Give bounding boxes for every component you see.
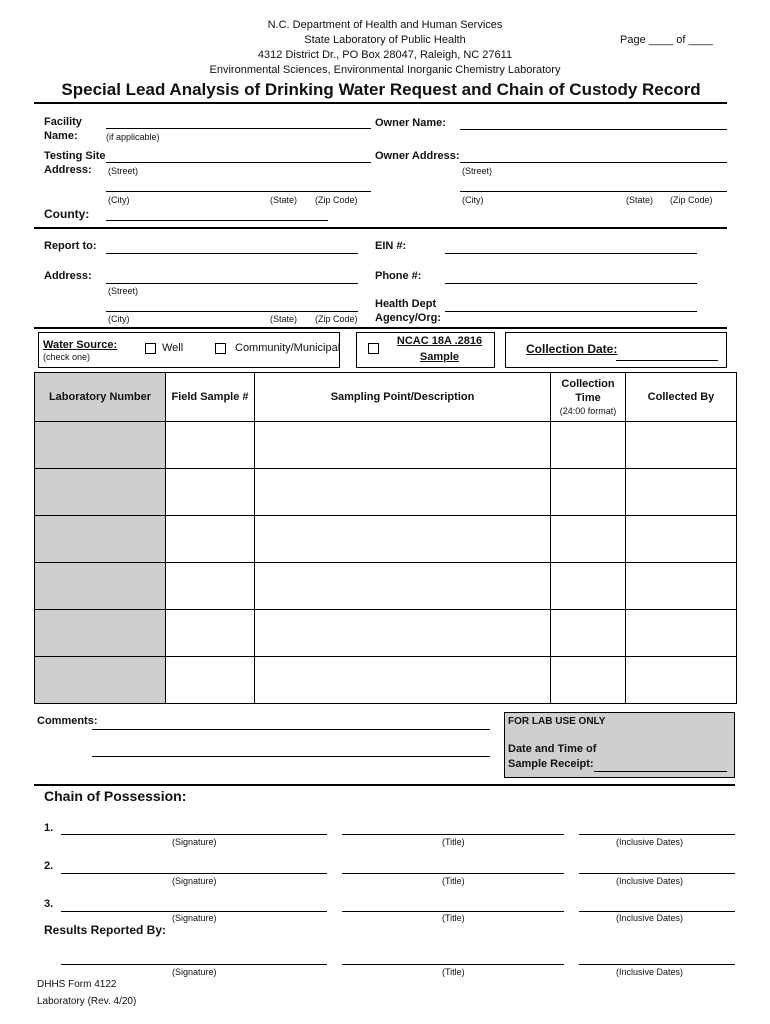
table-row [35,422,737,469]
collection-time-line2: Time [575,392,601,404]
dates-field-2[interactable] [579,873,735,874]
collected-by-cell[interactable] [626,610,737,657]
report-city-field[interactable] [106,311,358,312]
sampling-point-cell[interactable] [255,610,551,657]
sampling-point-cell[interactable] [255,422,551,469]
lab-number-cell [35,657,166,704]
receipt-label-1: Date and Time of [508,743,597,755]
table-row [35,657,737,704]
report-to-label: Report to: [44,240,97,252]
report-city-caption: (City) [108,314,130,324]
field-sample-cell[interactable] [166,469,255,516]
receipt-label-2: Sample Receipt: [508,758,594,770]
receipt-field[interactable] [594,771,727,772]
owner-city-field[interactable] [460,191,727,192]
collection-date-label: Collection Date: [526,342,618,356]
results-title-caption: (Title) [442,967,465,977]
lab-number-cell [35,469,166,516]
dates-caption-2: (Inclusive Dates) [616,876,684,886]
owner-city-caption: (City) [462,195,484,205]
form-number: DHHS Form 4122 [37,979,117,990]
facility-label: Facility [44,116,82,128]
table-row [35,610,737,657]
facility-name-label: Name: [44,130,78,142]
water-source-label: Water Source: [43,339,118,351]
agency-org-field[interactable] [445,311,697,312]
chain-number-3: 3. [44,898,54,910]
sampling-point-cell[interactable] [255,563,551,610]
collection-time-cell[interactable] [551,469,626,516]
results-reported-label: Results Reported By: [44,923,167,937]
signature-caption-3: (Signature) [172,913,217,923]
community-checkbox[interactable] [215,343,226,354]
table-header-row [35,373,737,422]
well-label: Well [162,342,184,354]
report-state-caption: (State) [270,314,298,324]
collection-time-line1: Collection [561,378,615,390]
chain-top-rule [34,784,735,786]
title-field-2[interactable] [342,873,564,874]
street-caption: (Street) [108,166,139,176]
ein-label: EIN #: [375,240,407,252]
dates-caption-3: (Inclusive Dates) [616,913,684,923]
collection-time-cell[interactable] [551,422,626,469]
testing-city-field[interactable] [106,191,371,192]
chain-title: Chain of Possession: [44,788,187,804]
address-line: 4312 District Dr., PO Box 28047, Raleigh, NC 27611 [257,49,513,61]
signature-field-1[interactable] [61,834,327,835]
field-sample-cell[interactable] [166,516,255,563]
testing-street-field[interactable] [106,162,371,163]
lab-number-cell [35,422,166,469]
community-label: Community/Municipal [235,342,341,354]
collected-by-cell[interactable] [626,563,737,610]
collected-by-cell[interactable] [626,657,737,704]
check-one-note: (check one) [43,352,91,362]
title-field-1[interactable] [342,834,564,835]
if-applicable-note: (if applicable) [106,132,160,142]
lab-number-header: Laboratory Number [35,373,166,422]
city-caption: (City) [108,195,130,205]
report-zip-caption: (Zip Code) [315,314,358,324]
agency-org-label: Agency/Org: [375,312,442,324]
collected-by-cell[interactable] [626,469,737,516]
owner-name-label: Owner Name: [375,117,446,129]
collection-time-cell[interactable] [551,516,626,563]
results-dates-caption: (Inclusive Dates) [616,967,684,977]
sampling-point-cell[interactable] [255,657,551,704]
owner-name-field[interactable] [460,129,727,130]
results-signature-caption: (Signature) [172,967,217,977]
owner-address-label: Owner Address: [375,150,460,162]
owner-street-field[interactable] [460,162,727,163]
title-rule [34,102,727,104]
phone-label: Phone #: [375,270,422,282]
collected-by-header: Collected By [626,373,737,422]
county-field[interactable] [106,220,328,221]
agency-line: N.C. Department of Health and Human Services [267,19,503,31]
lab-number-cell [35,610,166,657]
collection-time-cell[interactable] [551,610,626,657]
collected-by-cell[interactable] [626,516,737,563]
lab-use-label: FOR LAB USE ONLY [508,716,606,727]
table-row [35,563,737,610]
owner-zip-caption: (Zip Code) [670,195,713,205]
results-signature-field[interactable] [61,964,327,965]
report-street-field[interactable] [106,283,358,284]
ein-field[interactable] [445,253,697,254]
collection-date-field[interactable] [616,360,718,361]
page-counter: Page ____ of ____ [620,34,713,46]
sampling-point-header: Sampling Point/Description [255,373,551,422]
ncac-label: NCAC 18A .2816 [396,335,483,347]
field-sample-cell[interactable] [166,563,255,610]
signature-field-2[interactable] [61,873,327,874]
collection-time-cell[interactable] [551,657,626,704]
title-caption-1: (Title) [442,837,465,847]
signature-field-3[interactable] [61,911,327,912]
sampling-point-cell[interactable] [255,469,551,516]
phone-field[interactable] [445,283,697,284]
collected-by-cell[interactable] [626,422,737,469]
owner-state-caption: (State) [626,195,654,205]
table-row [35,469,737,516]
sampling-point-cell[interactable] [255,516,551,563]
signature-caption-1: (Signature) [172,837,217,847]
zip-caption: (Zip Code) [315,195,358,205]
section-rule-2 [34,327,727,329]
dates-caption-1: (Inclusive Dates) [616,837,684,847]
owner-street-caption: (Street) [462,166,493,176]
well-checkbox[interactable] [145,343,156,354]
title-caption-3: (Title) [442,913,465,923]
signature-caption-2: (Signature) [172,876,217,886]
field-sample-header: Field Sample # [166,373,255,422]
table-row [35,516,737,563]
results-dates-field[interactable] [579,964,735,965]
report-to-field[interactable] [106,253,358,254]
field-sample-cell[interactable] [166,422,255,469]
comments-label: Comments: [37,715,98,727]
title-field-3[interactable] [342,911,564,912]
collection-time-cell[interactable] [551,563,626,610]
division-line: Environmental Sciences, Environmental Inorganic Chemistry Laboratory [209,64,561,76]
state-caption: (State) [270,195,298,205]
field-sample-cell[interactable] [166,610,255,657]
collection-time-header [551,373,626,422]
health-dept-label: Health Dept [375,298,437,310]
lab-number-cell [35,516,166,563]
report-address-label: Address: [44,270,92,282]
title-caption-2: (Title) [442,876,465,886]
report-street-caption: (Street) [108,286,139,296]
field-sample-cell[interactable] [166,657,255,704]
county-label: County: [44,207,90,221]
revision-label: Laboratory (Rev. 4/20) [37,996,137,1007]
sample-table [34,372,737,704]
comments-line-2[interactable] [92,756,490,757]
testing-address-label: Address: [44,164,92,176]
chain-number-1: 1. [44,822,54,834]
dates-field-1[interactable] [579,834,735,835]
dates-field-3[interactable] [579,911,735,912]
lab-number-cell [35,563,166,610]
chain-number-2: 2. [44,860,54,872]
comments-line-1[interactable] [92,729,490,730]
section-rule [34,227,727,229]
ncac-checkbox[interactable] [368,343,379,354]
page-title: Special Lead Analysis of Drinking Water Request and Chain of Custody Record [61,80,701,99]
lab-line: State Laboratory of Public Health [304,34,466,46]
facility-name-field[interactable] [106,128,371,129]
testing-site-label: Testing Site [44,150,106,162]
ncac-sample-label: Sample [419,351,460,363]
results-title-field[interactable] [342,964,564,965]
collection-time-format: (24:00 format) [559,406,617,416]
